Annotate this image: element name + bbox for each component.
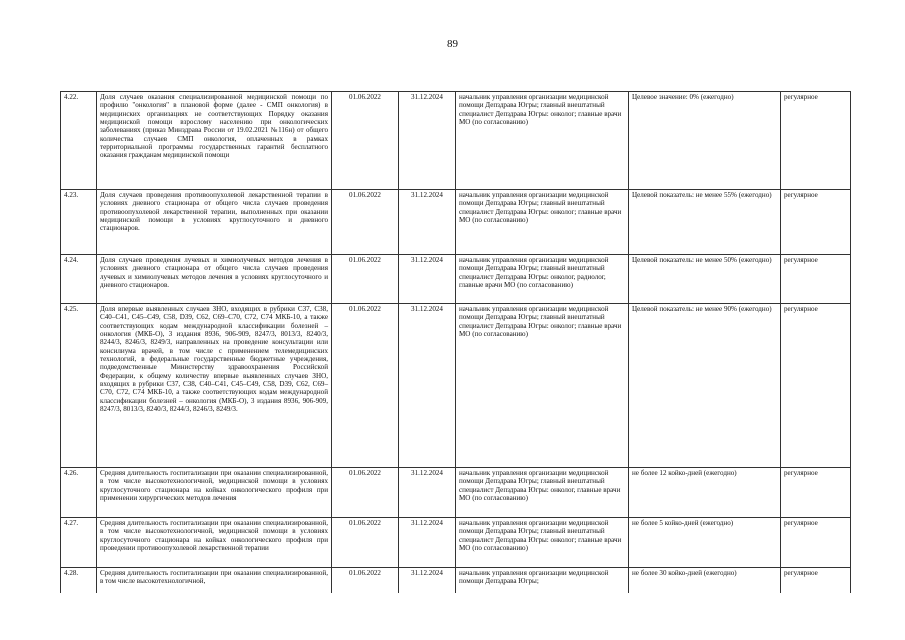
start-date: 01.06.2022 (332, 255, 399, 304)
indicator-description: Доля случаев проведения противоопухолевой лекарственной терапии в условиях дневного стационара от общего числа случаев проведения противоопухолевой лекарственной терапии, выполненных при оказании медицинской помощи в условиях круглосуточного и дневного стационаров. (97, 190, 332, 255)
target-value: Целевой показатель: не менее 50% (ежегодно) (629, 255, 781, 304)
periodicity: регулярное (781, 92, 851, 190)
target-value: Целевое значение: 0% (ежегодно) (629, 92, 781, 190)
table-row (61, 190, 851, 255)
table-row (61, 92, 851, 190)
responsible-persons: начальник управления организации медицинской помощи Депздрава Югры; главный внештатный специалист Депздрава Югры: онколог; главные врачи МО (по согласованию) (456, 190, 629, 255)
table-row (61, 304, 851, 468)
indicator-description: Средняя длительность госпитализации при оказании специализированной, в том числе высокотехнологичной, (97, 568, 332, 598)
responsible-persons: начальник управления организации медицинской помощи Депздрава Югры; (456, 568, 629, 598)
row-number: 4.22. (61, 92, 97, 190)
row-number: 4.24. (61, 255, 97, 304)
end-date: 31.12.2024 (399, 304, 456, 468)
periodicity: регулярное (781, 518, 851, 568)
page-bottom-margin (0, 593, 905, 640)
start-date: 01.06.2022 (332, 518, 399, 568)
start-date: 01.06.2022 (332, 304, 399, 468)
indicator-description: Доля случаев оказания специализированной медицинской помощи по профилю "онкология" в плановой форме (далее - СМП онкология) в медицинских организациях не соответствующих Порядку оказания медицинской помощи взрослому населению при онкологических заболеваниях (приказ Минздрава России от 19.02.2021 №116н) от общего количества случаев СМП онкология, оплаченных в рамках территориальной программы государственных гарантий бесплатного оказания гражданам медицинской помощи (97, 92, 332, 190)
target-value: Целевой показатель: не менее 55% (ежегодно) (629, 190, 781, 255)
end-date: 31.12.2024 (399, 468, 456, 518)
start-date: 01.06.2022 (332, 92, 399, 190)
periodicity: регулярное (781, 468, 851, 518)
end-date: 31.12.2024 (399, 92, 456, 190)
responsible-persons: начальник управления организации медицинской помощи Депздрава Югры; главный внештатный специалист Депздрава Югры: онколог, радиолог, главные врачи МО (по согласованию) (456, 255, 629, 304)
end-date: 31.12.2024 (399, 518, 456, 568)
indicator-description: Доля случаев проведения лучевых и химиолучевых методов лечения в условиях дневного стационара от общего числа случаев проведения лучевых и химиолучевых методов лечения в условиях круглосуточного и дневного стационаров. (97, 255, 332, 304)
indicator-description: Средняя длительность госпитализации при оказании специализированной, в том числе высокотехнологичной, медицинской помощи в условиях круглосуточного стационара на койках онкологического профиля при применении хирургических методов лечения (97, 468, 332, 518)
row-number: 4.23. (61, 190, 97, 255)
row-number: 4.27. (61, 518, 97, 568)
table-row (61, 468, 851, 518)
responsible-persons: начальник управления организации медицинской помощи Депздрава Югры; главный внештатный специалист Депздрава Югры: онколог; главные врачи МО (по согласованию) (456, 304, 629, 468)
end-date: 31.12.2024 (399, 190, 456, 255)
row-number: 4.26. (61, 468, 97, 518)
responsible-persons: начальник управления организации медицинской помощи Депздрава Югры; главный внештатный специалист Депздрава Югры: онколог, главные врачи МО (по согласованию) (456, 468, 629, 518)
periodicity: регулярное (781, 568, 851, 598)
responsible-persons: начальник управления организации медицинской помощи Депздрава Югры; главный внештатный специалист Депздрава Югры: онколог; главные врачи МО (по согласованию) (456, 92, 629, 190)
table-row (61, 255, 851, 304)
target-value: не более 5 койко-дней (ежегодно) (629, 518, 781, 568)
page-number: 89 (447, 38, 458, 50)
target-value: не более 12 койко-дней (ежегодно) (629, 468, 781, 518)
target-value: не более 30 койко-дней (ежегодно) (629, 568, 781, 598)
table-row (61, 518, 851, 568)
periodicity: регулярное (781, 190, 851, 255)
indicator-description: Средняя длительность госпитализации при оказании специализированной, в том числе высокотехнологичной, медицинской помощи в условиях круглосуточного стационара на койках онкологического профиля при проведении противоопухолевой лекарственной терапии (97, 518, 332, 568)
row-number: 4.28. (61, 568, 97, 598)
indicator-description: Доля впервые выявленных случаев ЗНО, входящих в рубрики C37, C38, C40–C41, C45–C49, C58, D39, C62, C69–C70, C72, C74 МКБ-10, а также соответствующих кодам международной классификации болезней – онкология (МКБ-О), 3 издания 8936, 906-909, 8247/3, 8013/3, 8240/3, 8244/3, 8246/3, 8249/3, направленных на проведение консультации или консилиума врачей, в том числе с применением телемедицинских технологий, в федеральные государственные бюджетные учреждения, подведомственные Министерству здравоохранения Российской Федерации, к общему количеству впервые выявленных случаев ЗНО, входящих в рубрики C37, C38, C40–C41, C45–C49, C58, D39, C62, C69–C70, C72, C74 МКБ-10, а также соответствующих кодам международной классификации болезней – онкология (МКБ-О), 3 издания 8936, 906-909, 8247/3, 8013/3, 8240/3, 8244/3, 8246/3, 8249/3. (97, 304, 332, 468)
start-date: 01.06.2022 (332, 568, 399, 598)
action-plan-table (60, 91, 851, 598)
end-date: 31.12.2024 (399, 255, 456, 304)
row-number: 4.25. (61, 304, 97, 468)
start-date: 01.06.2022 (332, 468, 399, 518)
responsible-persons: начальник управления организации медицинской помощи Депздрава Югры; главный внештатный специалист Депздрава Югры: онколог; главные врачи МО (по согласованию) (456, 518, 629, 568)
periodicity: регулярное (781, 304, 851, 468)
end-date: 31.12.2024 (399, 568, 456, 598)
target-value: Целевой показатель: не менее 90% (ежегодно) (629, 304, 781, 468)
periodicity: регулярное (781, 255, 851, 304)
start-date: 01.06.2022 (332, 190, 399, 255)
